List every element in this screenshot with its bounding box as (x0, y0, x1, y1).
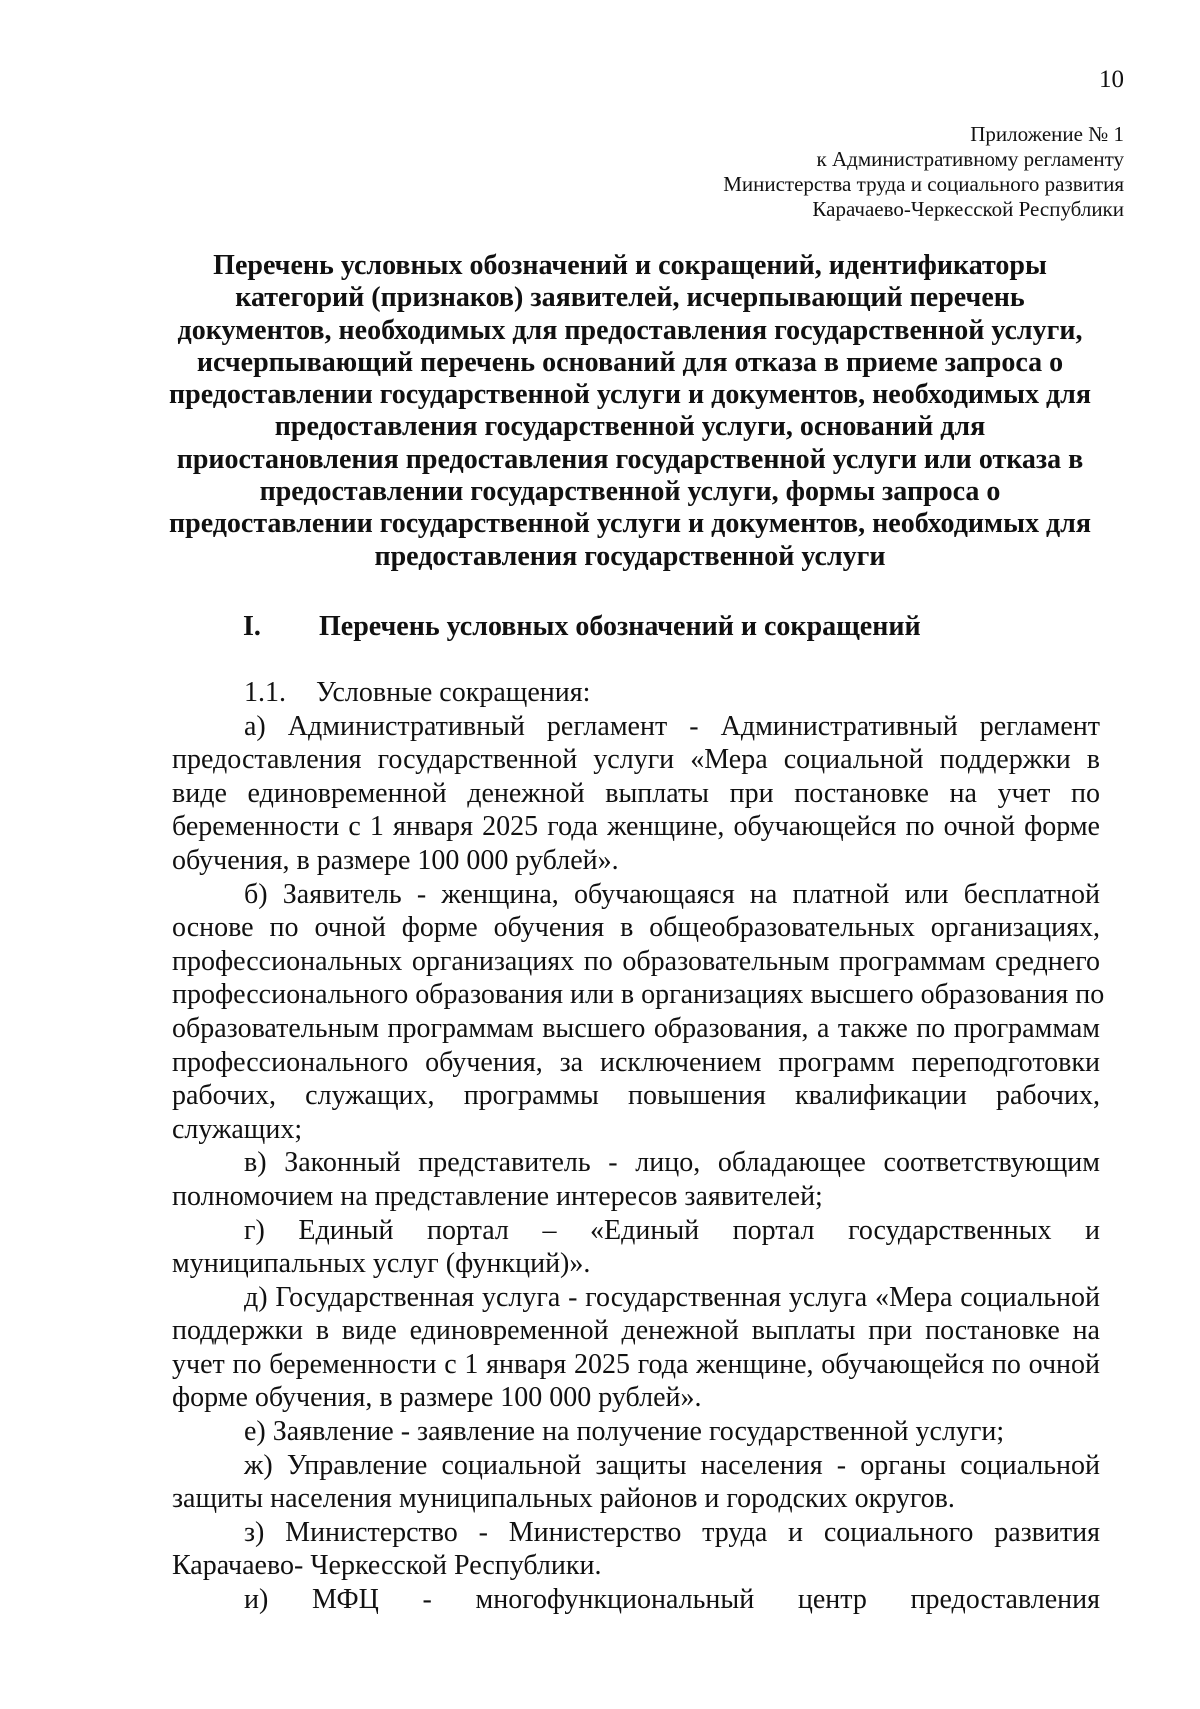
paragraph-line: профессионального образования или в организациях высшего образования по (172, 979, 1105, 1011)
paragraph-line: в) Законный представитель - лицо, обладающее соответствующим (244, 1147, 1100, 1179)
paragraph-line: виде единовременной денежной выплаты при постановке на учет по (172, 777, 1100, 809)
paragraph-line: муниципальных услуг (функций)». (172, 1248, 591, 1280)
title-line: исчерпывающий перечень оснований для отказа в приеме запроса о (196, 346, 1064, 378)
title-line: документов, необходимых для предоставления государственной услуги, (177, 314, 1083, 346)
title-line: предоставлении государственной услуги и документов, необходимых для (168, 379, 1092, 411)
list-item-a (172, 710, 1100, 878)
paragraph-line: г) Единый портал – «Единый портал государственных и (244, 1214, 1100, 1246)
paragraph-line: беременности с 1 января 2025 года женщине, обучающейся по очной форме (172, 811, 1100, 843)
paragraph-line: ж) Управление социальной защиты населения - органы социальной (244, 1449, 1100, 1481)
document-title (160, 250, 1100, 573)
title-line: предоставления государственной услуги (374, 540, 886, 572)
paragraph-line: рабочих, служащих, программы повышения квалификации рабочих, (172, 1080, 1100, 1112)
appendix-line: Министерства труда и социального развития (723, 172, 1124, 196)
paragraph-line: защиты населения муниципальных районов и городских округов. (172, 1483, 955, 1515)
page-number: 10 (1099, 66, 1124, 93)
paragraph-line: б) Заявитель - женщина, обучающаяся на платной или бесплатной (244, 878, 1100, 910)
list-item-g (172, 1214, 1100, 1281)
title-line: приостановления предоставления государственной услуги или отказа в (176, 443, 1084, 475)
title-line: категорий (признаков) заявителей, исчерпывающий перечень (235, 282, 1025, 314)
list-item-v (172, 1146, 1100, 1213)
paragraph-line: поддержки в виде единовременной денежной выплаты при постановке на (172, 1315, 1100, 1347)
list-item-zh (172, 1449, 1100, 1516)
paragraph-line: обучения, в размере 100 000 рублей». (172, 844, 619, 876)
paragraph-line: предоставления государственной услуги «Мера социальной поддержки в (172, 744, 1100, 776)
paragraph-line: образовательным программам высшего образования, а также по программам (172, 1012, 1100, 1044)
appendix-line: Приложение № 1 (970, 122, 1124, 146)
paragraph-line: профессионального обучения, за исключением программ переподготовки (172, 1046, 1100, 1078)
paragraph-line: основе по очной форме обучения в общеобразовательных организациях, (172, 912, 1100, 944)
list-item-i (172, 1583, 1100, 1617)
document-body (172, 676, 1105, 1617)
subsection-number: 1.1. (244, 677, 286, 708)
subsection-heading (172, 676, 1100, 710)
section-heading (243, 610, 921, 644)
subsection-title: Условные сокращения: (316, 677, 591, 708)
appendix-line: Карачаево-Черкесской Республики (812, 197, 1124, 221)
list-item-b (172, 878, 1105, 1147)
appendix-line: к Административному регламенту (816, 147, 1124, 171)
list-item-e (172, 1415, 1100, 1449)
list-item-d (172, 1281, 1100, 1415)
paragraph-line: д) Государственная услуга - государственная услуга «Мера социальной (244, 1281, 1100, 1313)
title-line: предоставлении государственной услуги, формы запроса о (259, 476, 1001, 508)
paragraph-line: профессиональных организациях по образовательным программам среднего (172, 945, 1100, 977)
paragraph-line: е) Заявление - заявление на получение государственной услуги; (244, 1416, 1005, 1448)
title-line: предоставлении государственной услуги и документов, необходимых для (168, 508, 1092, 540)
title-line: Перечень условных обозначений и сокращений, идентификаторы (213, 250, 1047, 281)
paragraph-line: форме обучения, в размере 100 000 рублей». (172, 1382, 702, 1414)
section-number: I. (243, 611, 261, 642)
paragraph-line: учет по беременности с 1 января 2025 года женщине, обучающейся по очной (172, 1348, 1100, 1380)
paragraph-line: а) Административный регламент - Административный регламент (244, 710, 1100, 742)
paragraph-line: служащих; (172, 1113, 303, 1145)
title-line: предоставления государственной услуги, оснований для (274, 411, 986, 443)
paragraph-line: полномочием на представление интересов заявителей; (172, 1180, 823, 1212)
section-title: Перечень условных обозначений и сокращений (319, 611, 921, 642)
appendix-header (524, 122, 1124, 222)
paragraph-line: з) Министерство - Министерство труда и социального развития (244, 1516, 1100, 1548)
paragraph-line: Карачаево- Черкесской Республики. (172, 1550, 602, 1582)
paragraph-line: и) МФЦ - многофункциональный центр предоставления (244, 1584, 1100, 1616)
list-item-z (172, 1516, 1100, 1583)
